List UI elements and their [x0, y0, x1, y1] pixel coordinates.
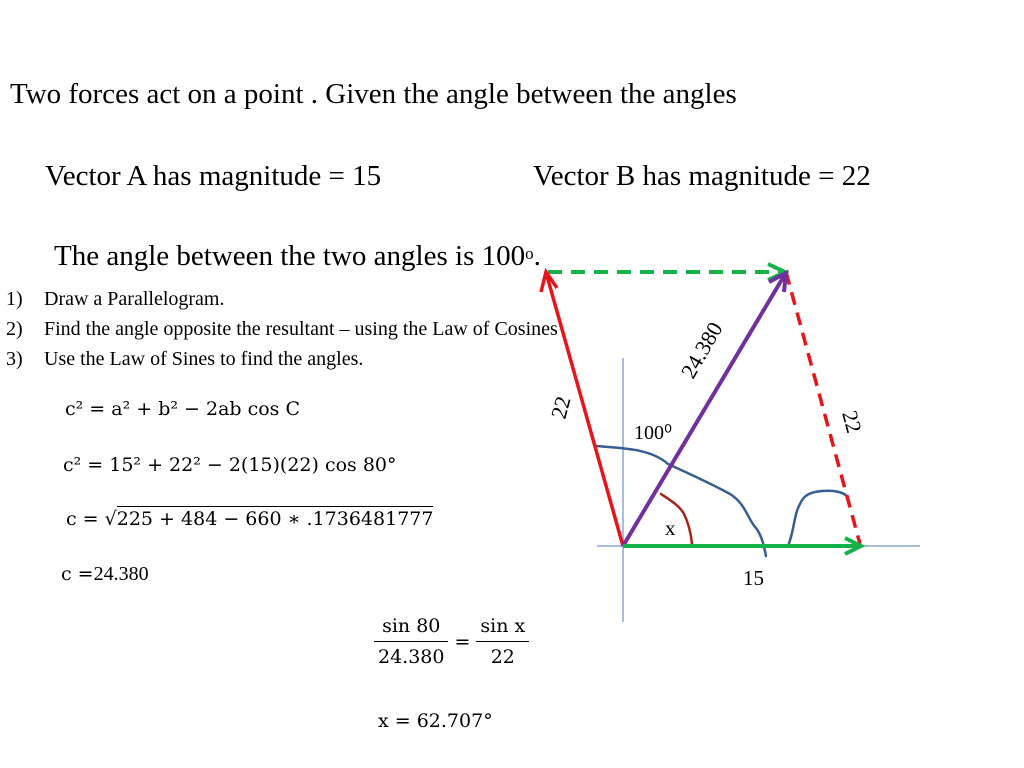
- step-text: Use the Law of Sines to find the angles.: [44, 348, 364, 370]
- label-x: x: [665, 516, 676, 540]
- label-right-22: 22: [837, 407, 868, 436]
- step-number: 2): [6, 318, 23, 340]
- result-value: 24.380: [93, 563, 149, 585]
- sine-equals: =: [454, 630, 471, 653]
- step-text: Find the angle opposite the resultant – using the Law of Cosines: [44, 318, 558, 340]
- sqrt-prefix: c = √: [66, 508, 117, 530]
- substituted-equation: c² = 15² + 22² − 2(15)(22) cos 80°: [63, 454, 397, 476]
- resultant-vector: [623, 276, 784, 546]
- sqrt-radicand: 225 + 484 − 660 ∗ .1736481777: [116, 508, 434, 530]
- step-number: 3): [6, 348, 23, 370]
- vector-b-text: Vector B has magnitude = 22: [533, 160, 871, 192]
- label-angle-100: 100⁰: [634, 422, 673, 444]
- label-bottom-15: 15: [743, 566, 764, 590]
- sine-numerator-left: sin 80: [374, 615, 448, 642]
- angle-arc-right: [788, 491, 848, 546]
- x-result-equation: x = 62.707°: [378, 710, 493, 732]
- angle-degree-sup: o: [525, 244, 534, 263]
- label-left-22: 22: [545, 393, 576, 422]
- step-text: Draw a Parallelogram.: [44, 288, 225, 310]
- law-of-cosines-equation: c² = a² + b² − 2ab cos C: [65, 398, 301, 420]
- angle-text: The angle between the two angles is 100: [54, 240, 526, 272]
- label-diagonal: 24.380: [675, 317, 728, 383]
- angle-end: .: [533, 240, 541, 272]
- vector-a-dashed: [786, 272, 860, 544]
- sine-denominator-right: 22: [490, 646, 515, 668]
- vector-a-text: Vector A has magnitude = 15: [45, 160, 382, 192]
- result-variable: c =: [61, 563, 94, 585]
- sine-denominator-left: 24.380: [378, 646, 445, 668]
- step-number: 1): [6, 288, 23, 310]
- problem-title: Two forces act on a point . Given the angle between the angles: [10, 78, 737, 110]
- sine-numerator-right: sin x: [476, 615, 529, 642]
